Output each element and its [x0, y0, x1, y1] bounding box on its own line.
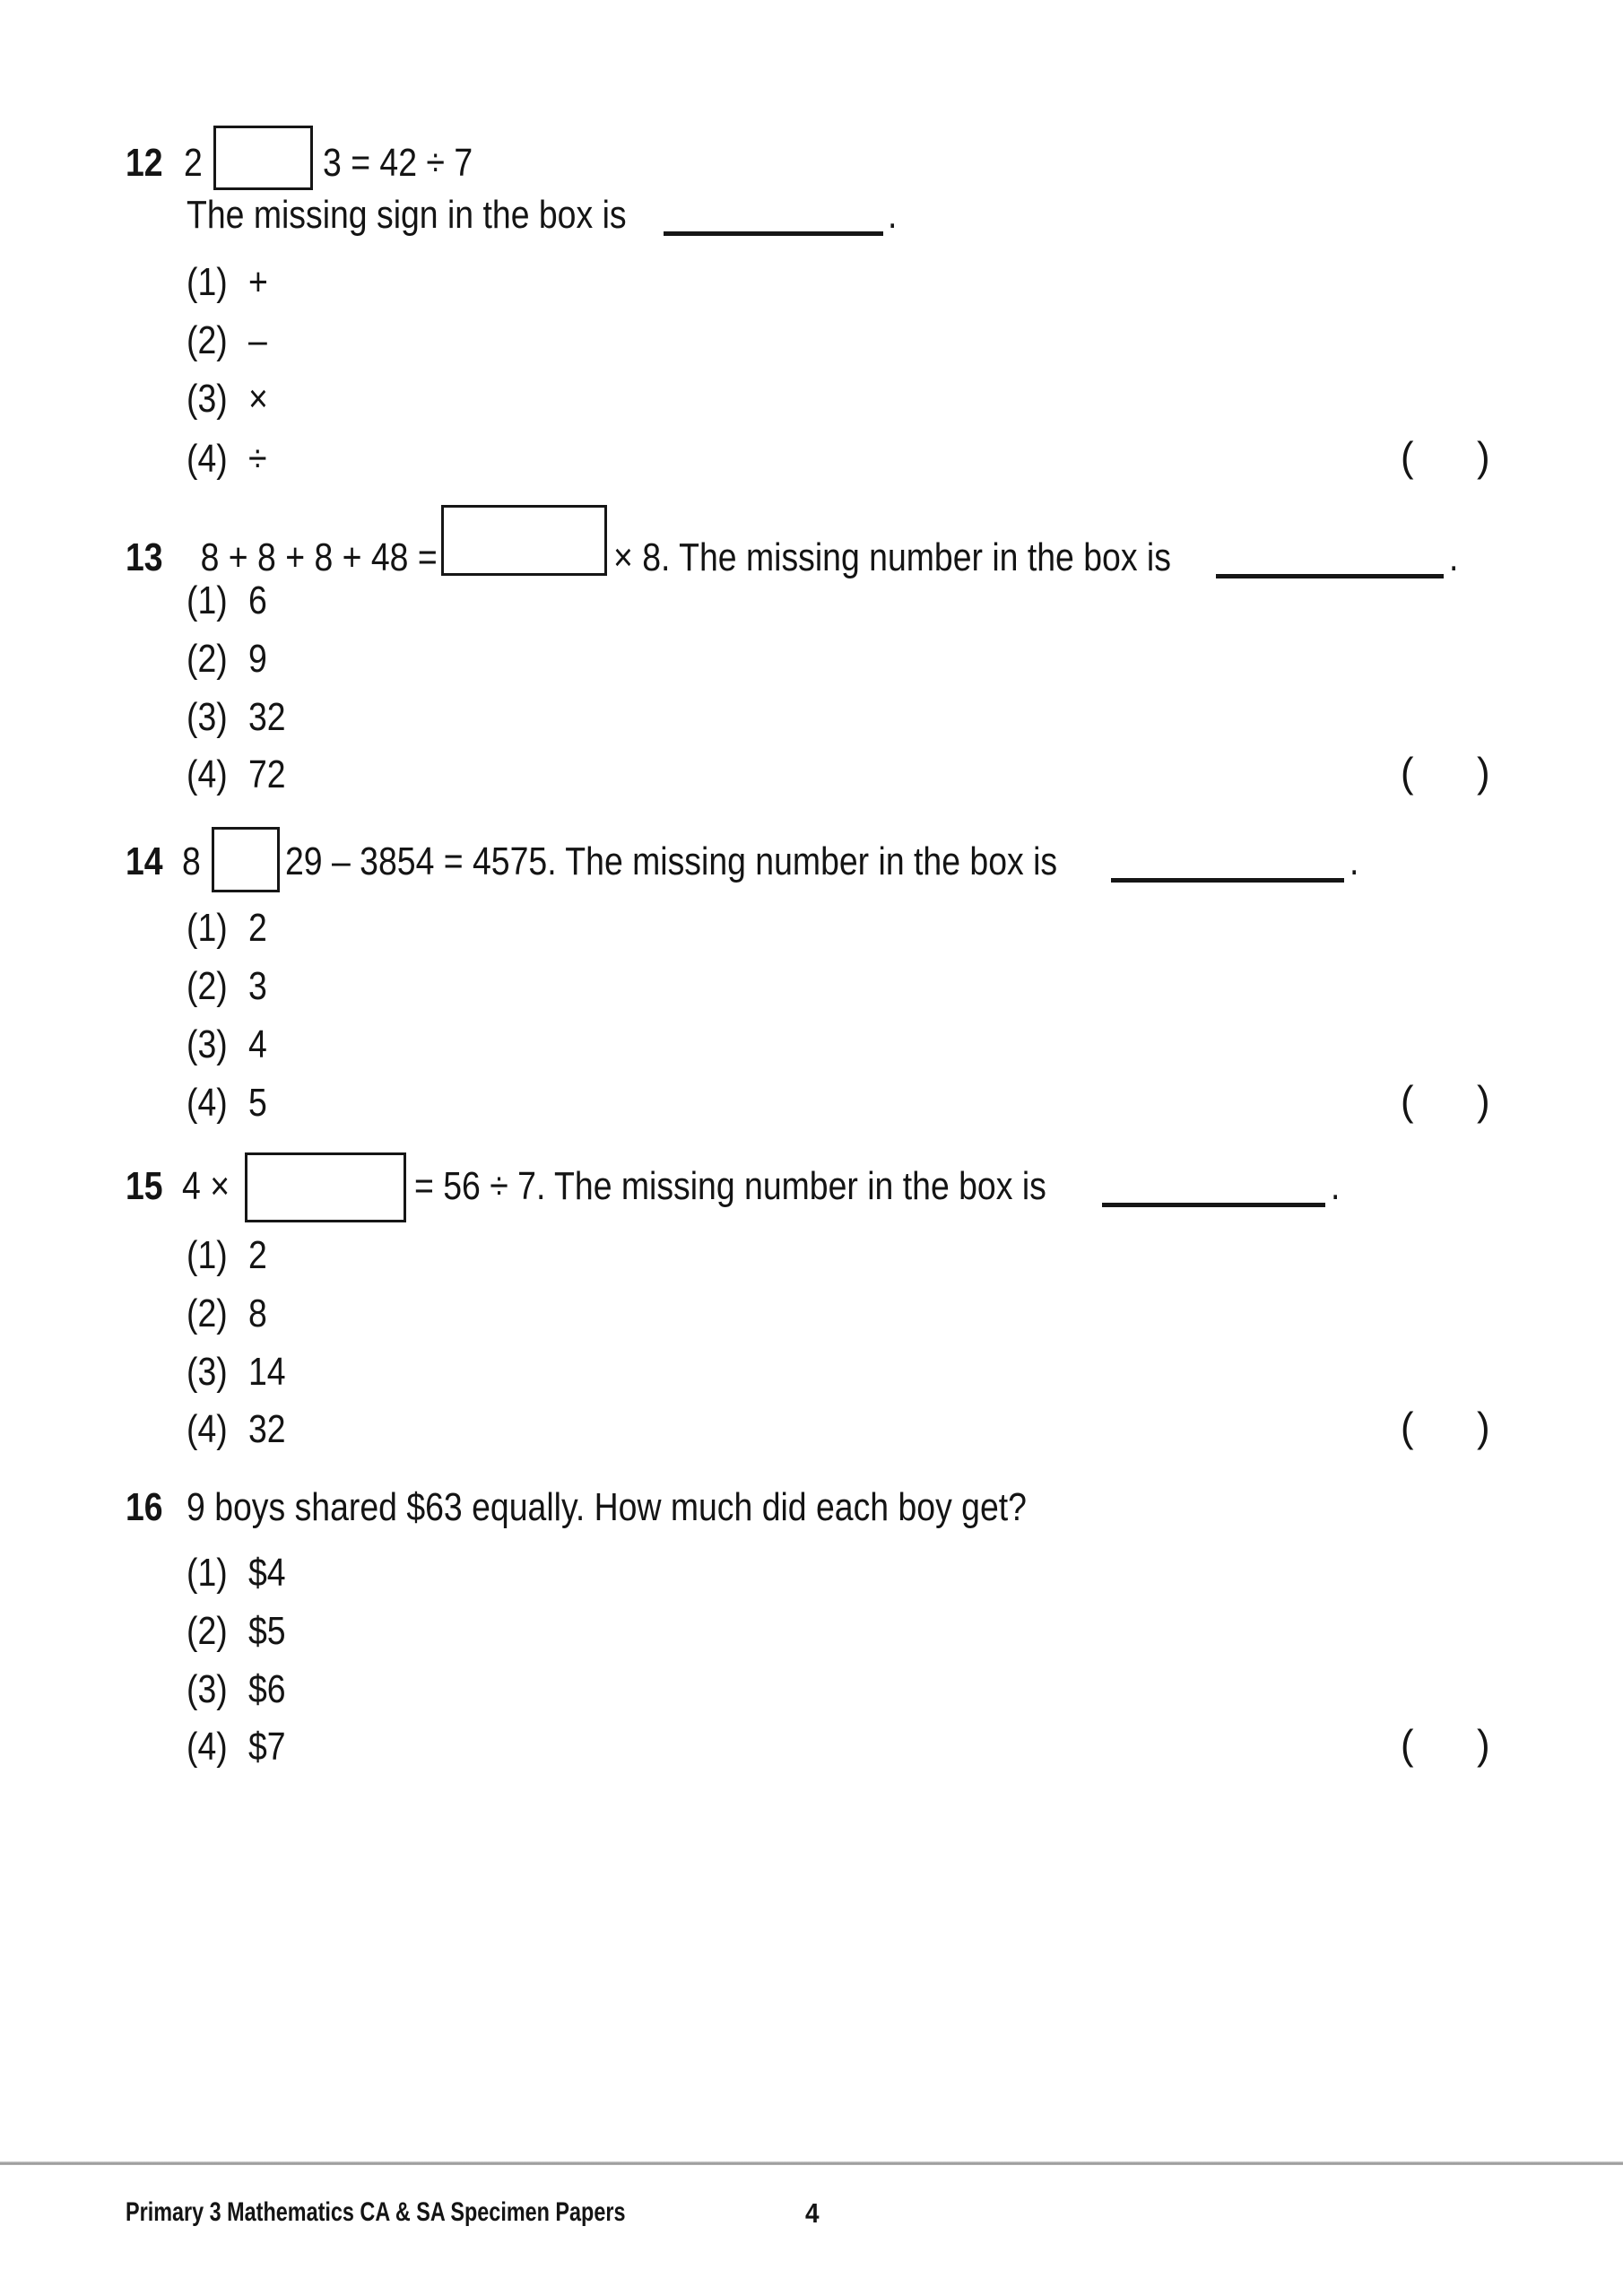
equation-before-box: 2	[184, 141, 203, 185]
option-label: (2)	[187, 1609, 228, 1653]
missing-sign-box	[213, 126, 313, 190]
question-number: 15	[126, 1164, 163, 1208]
answer-blank-line	[1102, 1203, 1325, 1207]
option-value: ×	[248, 377, 268, 421]
option-label: (2)	[187, 637, 228, 681]
question-number: 12	[126, 141, 163, 185]
option-label: (1)	[187, 1233, 228, 1277]
option-value: $5	[248, 1609, 286, 1653]
option-label: (3)	[187, 1667, 228, 1711]
period: .	[1331, 1164, 1341, 1208]
option-value: –	[248, 318, 267, 362]
answer-blank-line	[664, 231, 883, 236]
option-value: $4	[248, 1551, 286, 1595]
question-text: 9 boys shared $63 equally. How much did each boy get?	[187, 1485, 1027, 1529]
footer-title: Primary 3 Mathematics CA & SA Specimen Papers	[126, 2197, 626, 2227]
question-prompt: The missing sign in the box is	[187, 193, 627, 237]
answer-blank-line	[1216, 574, 1444, 578]
period: .	[1449, 535, 1459, 579]
option-value: +	[248, 260, 268, 304]
answer-bracket-close: )	[1477, 1077, 1490, 1124]
equation-before-box: 8 + 8 + 8 + 48 =	[200, 535, 438, 579]
equation-after-box: × 8. The missing number in the box is	[613, 535, 1171, 579]
option-value: 32	[248, 695, 286, 739]
option-value: 14	[248, 1350, 286, 1394]
option-label: (3)	[187, 377, 228, 421]
option-value: 4	[248, 1022, 267, 1066]
equation-before-box: 4 ×	[182, 1164, 230, 1208]
option-value: 2	[248, 906, 267, 950]
option-label: (3)	[187, 1350, 228, 1394]
option-label: (3)	[187, 1022, 228, 1066]
question-number: 13	[126, 535, 163, 579]
option-value: 5	[248, 1081, 267, 1125]
answer-blank-line	[1111, 878, 1344, 883]
option-label: (2)	[187, 1292, 228, 1335]
option-label: (2)	[187, 964, 228, 1008]
answer-bracket-open: (	[1401, 433, 1414, 480]
option-value: $6	[248, 1667, 286, 1711]
option-value: 2	[248, 1233, 267, 1277]
equation-after-box: 3 = 42 ÷ 7	[323, 141, 473, 185]
option-value: 9	[248, 637, 267, 681]
answer-bracket-close: )	[1477, 749, 1490, 796]
answer-bracket-open: (	[1401, 749, 1414, 796]
option-label: (1)	[187, 906, 228, 950]
option-label: (4)	[187, 1725, 228, 1769]
period: .	[888, 193, 898, 237]
answer-bracket-open: (	[1401, 1404, 1414, 1450]
option-value: ÷	[248, 437, 267, 481]
option-value: 3	[248, 964, 267, 1008]
option-label: (2)	[187, 318, 228, 362]
option-value: 72	[248, 752, 286, 796]
option-label: (1)	[187, 260, 228, 304]
missing-number-box	[245, 1152, 406, 1222]
option-value: 32	[248, 1407, 286, 1451]
option-label: (4)	[187, 752, 228, 796]
option-value: 6	[248, 578, 267, 622]
option-value: 8	[248, 1292, 267, 1335]
missing-digit-box	[212, 827, 280, 892]
option-label: (1)	[187, 1551, 228, 1595]
equation-before-box: 8	[182, 839, 201, 883]
period: .	[1350, 839, 1359, 883]
option-label: (3)	[187, 695, 228, 739]
option-label: (4)	[187, 1407, 228, 1451]
footer-divider	[0, 2161, 1623, 2165]
answer-bracket-open: (	[1401, 1721, 1414, 1768]
equation-after-box: = 56 ÷ 7. The missing number in the box is	[414, 1164, 1046, 1208]
answer-bracket-close: )	[1477, 1721, 1490, 1768]
option-label: (1)	[187, 578, 228, 622]
question-number: 16	[126, 1485, 163, 1529]
option-label: (4)	[187, 1081, 228, 1125]
question-number: 14	[126, 839, 163, 883]
answer-bracket-close: )	[1477, 1404, 1490, 1450]
equation-after-box: 29 – 3854 = 4575. The missing number in the box is	[285, 839, 1058, 883]
option-label: (4)	[187, 437, 228, 481]
answer-bracket-close: )	[1477, 433, 1490, 480]
page-number: 4	[805, 2197, 820, 2229]
answer-bracket-open: (	[1401, 1077, 1414, 1124]
option-value: $7	[248, 1725, 286, 1769]
missing-number-box	[441, 505, 607, 576]
